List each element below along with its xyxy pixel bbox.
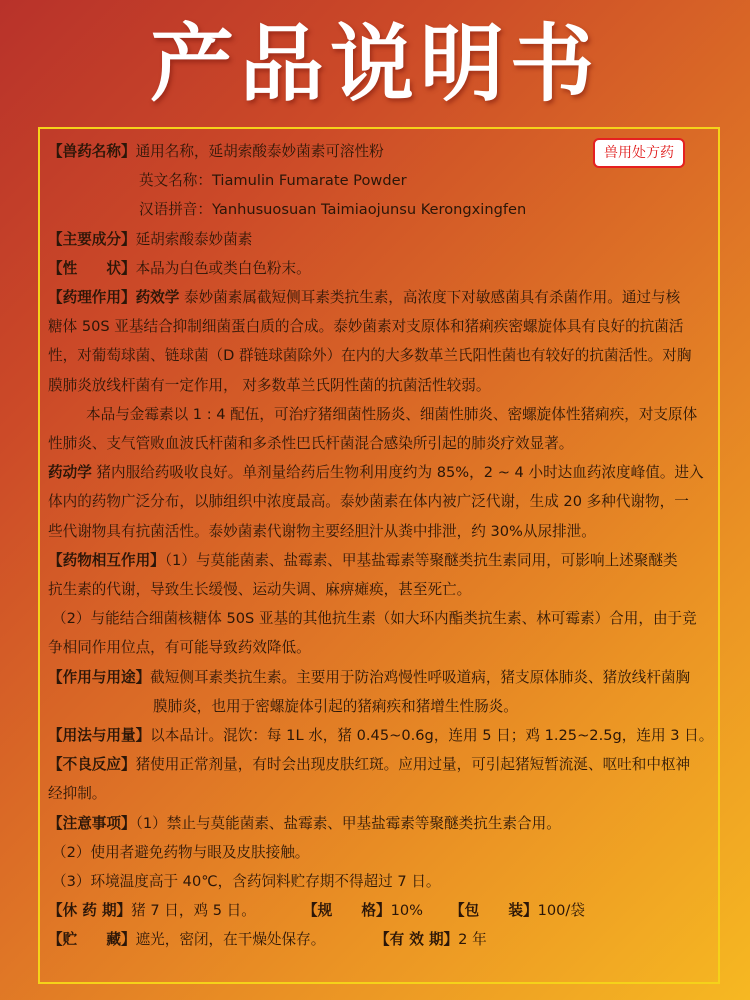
section-label: 【药理作用】药效学 bbox=[48, 289, 180, 306]
section-text: （1）与莫能菌素、盐霉素、甲基盐霉素等聚醚类抗生素同用，可影响上述聚醚类 bbox=[164, 551, 678, 569]
section-text: 争相同作用位点，有可能导致药效降低。 bbox=[48, 639, 311, 657]
section-text: 英文名称：Tiamulin Fumarate Powder bbox=[139, 172, 407, 190]
section-text: 体内的药物广泛分布，以肺组织中浓度最高。泰妙菌素在体内被广泛代谢，生成 20 多种代谢物，一 bbox=[48, 493, 689, 511]
section-text: 经抑制。 bbox=[48, 785, 107, 803]
section-text: 膜肺炎，也用于密螺旋体引起的猪痢疾和猪增生性肠炎。 bbox=[153, 697, 518, 715]
text-line bbox=[139, 200, 526, 220]
text-line bbox=[48, 346, 691, 366]
section-text: 性，对葡萄球菌、链球菌（D 群链球菌除外）在内的大多数革兰氏阳性菌也有较好的抗菌活性。对胸 bbox=[48, 347, 692, 365]
section-label: 【作用与用途】 bbox=[48, 668, 151, 686]
section-text: 糖体 50S 亚基结合抑制细菌蛋白质的合成。泰妙菌素对支原体和猪痢疾密螺旋体具有良好的抗菌活 bbox=[48, 318, 684, 336]
section-label: 【不良反应】 bbox=[48, 756, 136, 774]
section-text: 性肺炎、支气管败血波氏杆菌和多杀性巴氏杆菌混合感染所引起的肺炎疗效显著。 bbox=[48, 435, 574, 452]
text-line bbox=[52, 609, 697, 629]
text-line bbox=[48, 230, 252, 250]
spec-label: 【规 格】 bbox=[303, 902, 391, 920]
section-label: 【用法与用量】 bbox=[48, 727, 151, 744]
text-line bbox=[48, 376, 490, 396]
text-line bbox=[52, 872, 441, 892]
section-text: 本品为白色或类白色粉末。 bbox=[135, 259, 311, 277]
section-text: 抗生素的代谢，导致生长缓慢、运动失调、麻痹瘫痪，甚至死亡。 bbox=[48, 581, 472, 598]
text-line bbox=[48, 580, 471, 600]
text-line bbox=[48, 434, 573, 454]
text-line bbox=[48, 317, 683, 337]
section-text: （2）与能结合细菌核糖体 50S 亚基的其他抗生素（如大环内酯类抗生素、林可霉素）合用，由于竞 bbox=[52, 610, 697, 628]
section-text: 膜肺炎放线杆菌有一定作用， 对多数革兰氏阴性菌的抗菌活性较弱。 bbox=[48, 376, 491, 394]
section-text: （3）环境温度高于 40℃，含药饲料贮存期不得超过 7 日。 bbox=[52, 873, 441, 890]
section-text: （1）禁止与莫能菌素、盐霉素、甲基盐霉素等聚醚类抗生素合用。 bbox=[135, 814, 561, 832]
text-line bbox=[139, 171, 407, 191]
spec-item bbox=[450, 901, 585, 921]
text-line bbox=[52, 843, 309, 863]
section-text: 以本品计。混饮：每 1L 水，猪 0.45~0.6g，连用 5 日；鸡 1.25~2.5g，连用 3 日。 bbox=[150, 727, 714, 744]
spec-value: 10% bbox=[390, 902, 424, 920]
text-line bbox=[86, 405, 697, 425]
section-text: 截短侧耳素类抗生素。主要用于防治鸡慢性呼吸道病，猪支原体肺炎、猪放线杆菌胸 bbox=[150, 668, 691, 686]
section-text: 通用名称，延胡索酸泰妙菌素可溶性粉 bbox=[135, 143, 384, 160]
text-line bbox=[48, 463, 704, 483]
section-text: 些代谢物具有抗菌活性。泰妙菌素代谢物主要经胆汁从粪中排泄，约 30%从尿排泄。 bbox=[48, 522, 596, 540]
section-label: 药动学 bbox=[48, 464, 92, 482]
section-text: 本品与金霉素以 1 : 4 配伍，可治疗猪细菌性肠炎、细菌性肺炎、密螺旋体性猪痢疾，对支原体 bbox=[86, 405, 698, 423]
spec-item bbox=[48, 901, 256, 921]
spec-label: 【休 药 期】 bbox=[48, 902, 132, 920]
spec-item bbox=[375, 930, 487, 950]
text-line bbox=[48, 638, 311, 658]
prescription-badge: 兽用处方药 bbox=[593, 138, 685, 168]
section-text: （2）使用者避免药物与眼及皮肤接触。 bbox=[52, 843, 310, 861]
spec-value: 猪 7 日，鸡 5 日。 bbox=[131, 902, 256, 920]
section-text: 猪内服给药吸收良好。单剂量给药后生物利用度约为 85%，2 ~ 4 小时达血药浓度峰值。进入 bbox=[91, 464, 704, 482]
section-text: 汉语拼音：Yanhusuosuan Taimiaojunsu Kerongxingfen bbox=[139, 201, 527, 219]
spec-label: 【包 装】 bbox=[450, 902, 538, 920]
page-title: 产品说明书 bbox=[149, 15, 600, 113]
section-text: 泰妙菌素属截短侧耳素类抗生素，高浓度下对敏感菌具有杀菌作用。通过与核 bbox=[179, 289, 681, 306]
section-label: 【注意事项】 bbox=[48, 814, 136, 832]
section-label: 【主要成分】 bbox=[48, 230, 136, 248]
section-text: 猪使用正常剂量，有时会出现皮肤红斑。应用过量，可引起猪短暂流涎、呕吐和中枢神 bbox=[135, 756, 691, 774]
text-line bbox=[48, 814, 561, 834]
text-line bbox=[153, 697, 518, 717]
text-line bbox=[48, 142, 384, 162]
spec-item bbox=[48, 930, 325, 950]
text-line bbox=[48, 522, 596, 542]
section-label: 【药物相互作用】 bbox=[48, 551, 165, 569]
text-line bbox=[48, 492, 689, 512]
text-line bbox=[48, 726, 713, 746]
spec-value: 100/袋 bbox=[537, 902, 585, 920]
spec-item bbox=[303, 901, 423, 921]
text-line bbox=[48, 288, 680, 308]
spec-value: 2 年 bbox=[458, 931, 487, 949]
section-label: 【性 状】 bbox=[48, 259, 136, 277]
spec-value: 遮光，密闭，在干燥处保存。 bbox=[135, 931, 326, 949]
text-line bbox=[48, 755, 690, 775]
spec-label: 【贮 藏】 bbox=[48, 931, 136, 949]
spec-label: 【有 效 期】 bbox=[375, 931, 459, 949]
section-label: 【兽药名称】 bbox=[48, 143, 136, 160]
section-text: 延胡索酸泰妙菌素 bbox=[135, 230, 253, 248]
text-line bbox=[48, 551, 678, 571]
text-line bbox=[48, 668, 690, 688]
text-line bbox=[48, 784, 106, 804]
text-line bbox=[48, 259, 311, 279]
